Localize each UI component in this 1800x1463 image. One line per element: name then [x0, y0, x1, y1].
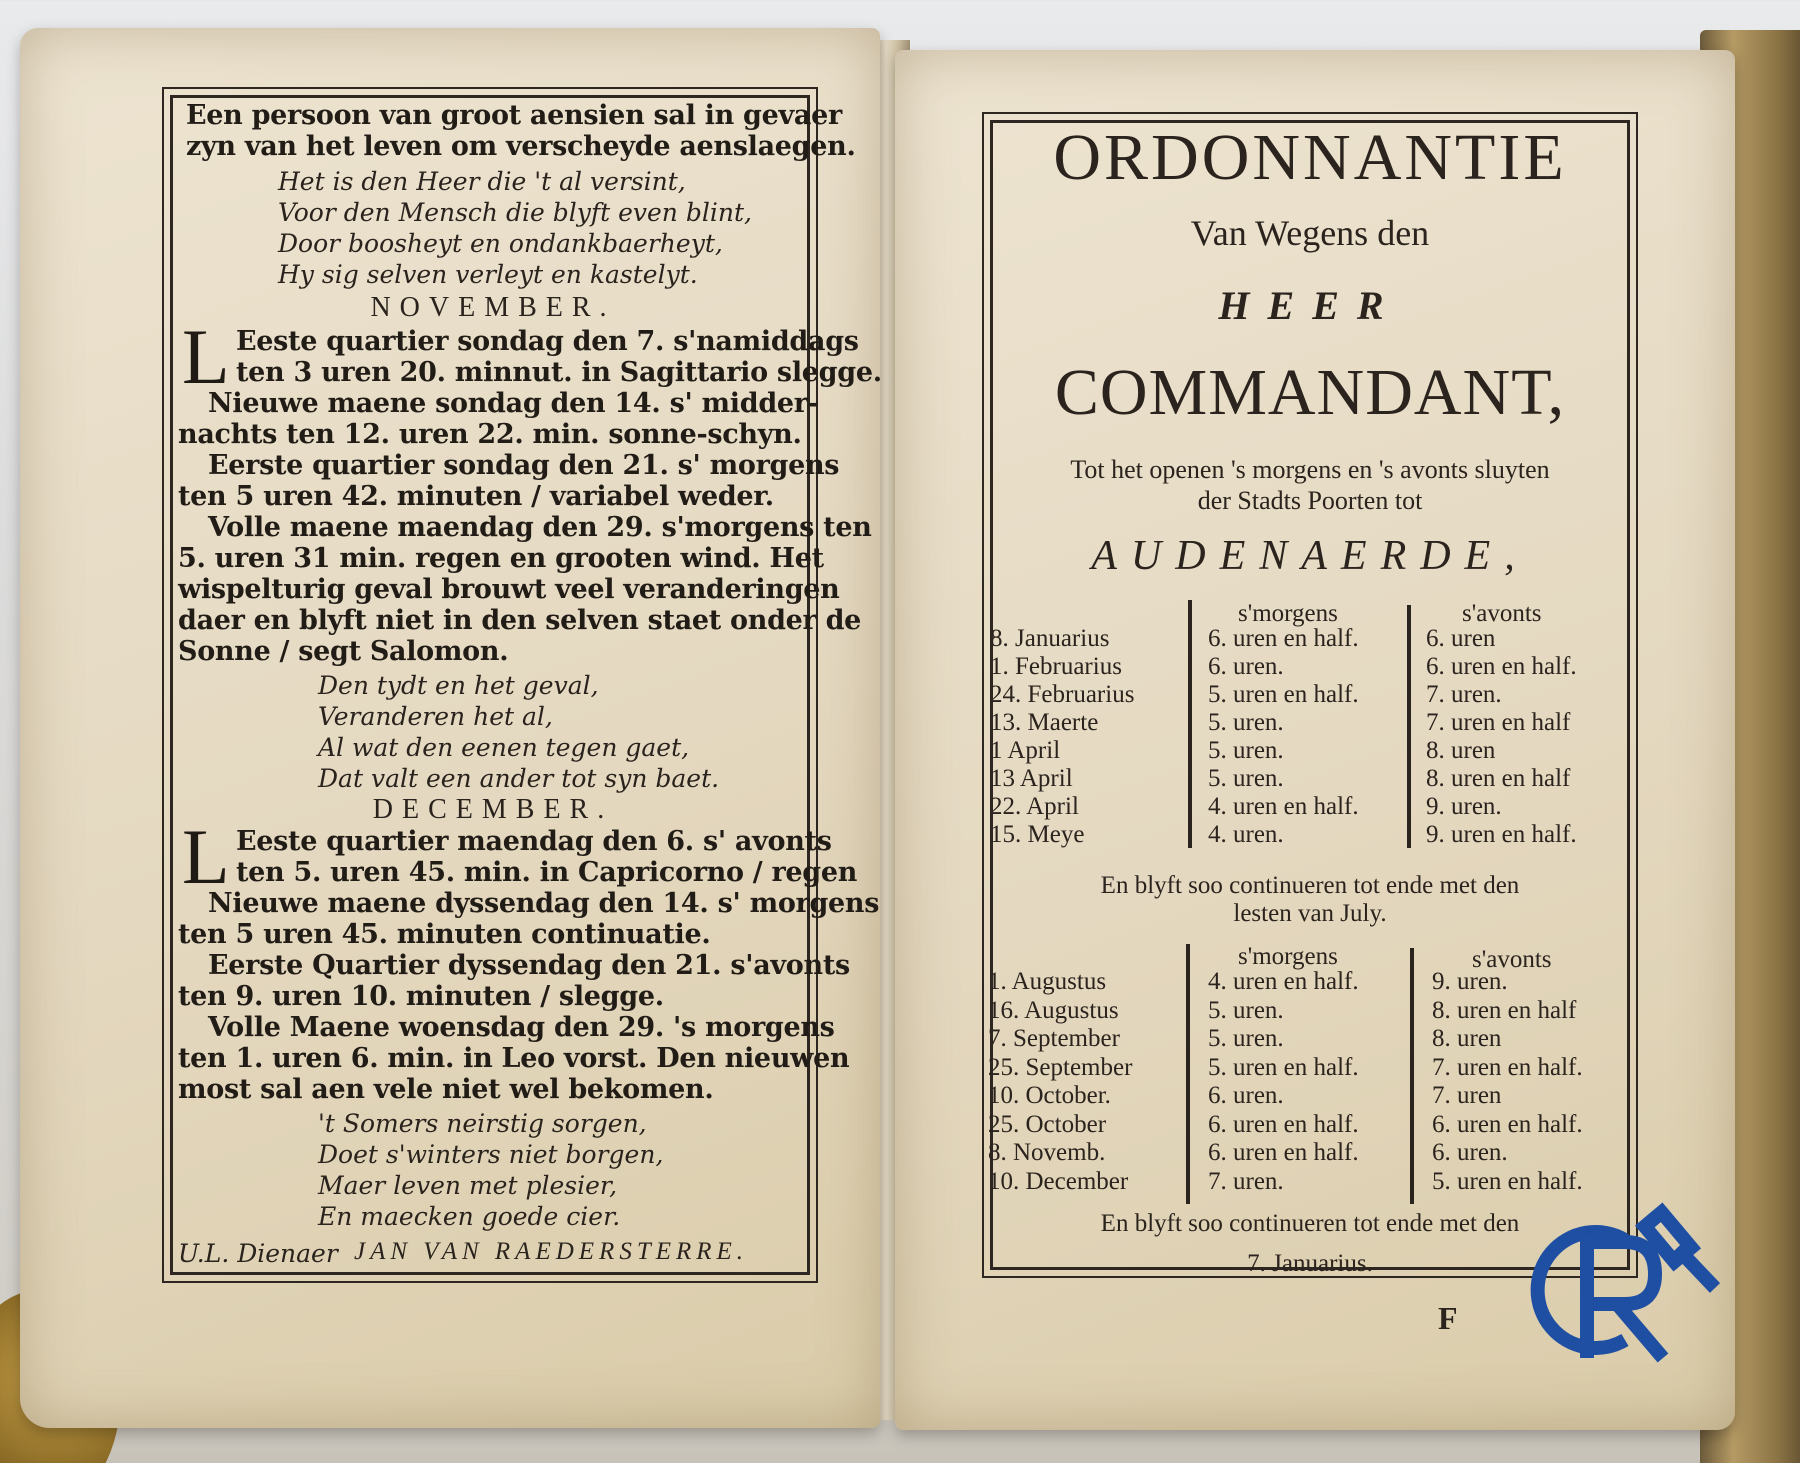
table-evening-cell: 7. uren. — [1426, 681, 1502, 708]
verse-line: Het is den Heer die 't al versint, — [278, 167, 686, 196]
table-date-cell: 1. Augustus — [988, 968, 1107, 995]
table-morning-cell: 4. uren. — [1208, 821, 1284, 848]
verse-line: Voor den Mensch die blyft even blint, — [278, 198, 752, 227]
verse-line: Doet s'winters niet borgen, — [318, 1140, 664, 1169]
table-date-cell: 8. Novemb. — [988, 1139, 1106, 1166]
month-heading-november: NOVEMBER. — [370, 292, 616, 323]
november-line: Volle maene maendag den 29. s'morgens ten — [208, 512, 872, 543]
table-date-cell: 13 April — [990, 765, 1073, 792]
november-line: wispelturig geval brouwt veel veranderingen — [178, 574, 840, 605]
column-header-evening: s'avonts — [1472, 946, 1552, 973]
heer-heading: HEER — [1218, 283, 1402, 328]
column-divider — [1410, 948, 1414, 1204]
ordonnantie-title: ORDONNANTIE — [1053, 121, 1567, 194]
table-date-cell: 1 April — [990, 737, 1061, 764]
continuation-line: En blyft soo continueren tot ende met den — [1100, 1210, 1520, 1237]
continuation-line: En blyft soo continueren tot ende met den — [1100, 872, 1520, 899]
drop-cap: L — [182, 313, 230, 400]
table-evening-cell: 7. uren en half — [1426, 709, 1571, 736]
table-evening-cell: 5. uren en half. — [1432, 1167, 1583, 1195]
subtitle: Van Wegens den — [1190, 213, 1430, 253]
table-morning-cell: 6. uren. — [1208, 1082, 1284, 1109]
description-line: Tot het openen 's morgens en 's avonts sluyten — [1070, 455, 1550, 484]
table-date-cell: 25. October — [988, 1110, 1107, 1138]
table-evening-cell: 9. uren. — [1426, 793, 1502, 820]
november-line: nachts ten 12. uren 22. min. sonne-schyn. — [178, 419, 802, 450]
december-line: Eerste Quartier dyssendag den 21. s'avonts — [208, 950, 850, 981]
table-date-cell: 7. September — [988, 1025, 1120, 1052]
table-morning-cell: 5. uren. — [1208, 737, 1284, 764]
verse-line: Door boosheyt en ondankbaerheyt, — [278, 229, 723, 258]
table-morning-cell: 5. uren en half. — [1208, 1053, 1359, 1081]
table-date-cell: 10. December — [988, 1167, 1129, 1195]
table-evening-cell: 9. uren en half. — [1426, 821, 1577, 848]
table-evening-cell: 8. uren — [1432, 1025, 1502, 1052]
column-divider — [1186, 944, 1190, 1204]
verse-line: 't Somers neirstig sorgen, — [318, 1109, 647, 1138]
table-date-cell: 15. Meye — [990, 821, 1085, 848]
auction-watermark-logo — [1505, 1200, 1735, 1370]
table-date-cell: 8. Januarius — [990, 625, 1110, 652]
table-morning-cell: 5. uren. — [1208, 996, 1284, 1024]
november-line: Sonne / segt Salomon. — [178, 636, 509, 667]
signature-prefix: U.L. Dienaer — [178, 1239, 338, 1268]
table-morning-cell: 6. uren. — [1208, 653, 1284, 680]
table-date-cell: 22. April — [990, 793, 1079, 820]
column-divider — [1407, 605, 1411, 848]
table-evening-cell: 9. uren. — [1432, 968, 1508, 995]
table-date-cell: 10. October. — [988, 1082, 1111, 1109]
table-evening-cell: 6. uren. — [1432, 1139, 1508, 1166]
verse-line: Veranderen het al, — [318, 702, 553, 731]
description-line: der Stadts Poorten tot — [1197, 486, 1423, 515]
table-date-cell: 13. Maerte — [990, 709, 1099, 736]
month-heading-december: DECEMBER. — [372, 794, 614, 825]
drop-cap: L — [182, 813, 230, 900]
table-morning-cell: 4. uren en half. — [1208, 968, 1359, 995]
signature-name: JAN VAN RAEDERSTERRE. — [354, 1238, 749, 1265]
intro-line: zyn van het leven om verscheyde aenslaegen. — [186, 131, 856, 162]
table-date-cell: 16. Augustus — [988, 996, 1119, 1024]
november-line: ten 3 uren 20. minnut. in Sagittario slegge. — [236, 357, 882, 388]
table-evening-cell: 8. uren — [1426, 737, 1496, 764]
table-morning-cell: 6. uren en half. — [1208, 1110, 1359, 1138]
table-evening-cell: 6. uren — [1426, 625, 1496, 652]
table-morning-cell: 6. uren en half. — [1208, 1139, 1359, 1166]
november-line: daer en blyft niet in den selven staet onder de — [178, 605, 862, 636]
december-line: ten 9. uren 10. minuten / slegge. — [178, 981, 664, 1012]
verse-line: En maecken goede cier. — [318, 1202, 621, 1231]
november-line: Nieuwe maene sondag den 14. s' midder- — [208, 388, 819, 419]
table-evening-cell: 8. uren en half — [1426, 765, 1571, 792]
table-evening-cell: 7. uren en half. — [1432, 1053, 1583, 1081]
table-evening-cell: 6. uren en half. — [1426, 653, 1577, 680]
table-evening-cell: 8. uren en half — [1432, 996, 1577, 1024]
table-morning-cell: 5. uren. — [1208, 1025, 1284, 1052]
december-line: ten 5 uren 45. minuten continuatie. — [178, 919, 711, 950]
column-header-evening: s'avonts — [1462, 600, 1542, 627]
column-header-morning: s'morgens — [1238, 600, 1338, 627]
table-morning-cell: 4. uren en half. — [1208, 793, 1359, 820]
column-divider — [1188, 600, 1192, 848]
november-line: Eerste quartier sondag den 21. s' morgens — [208, 450, 840, 481]
table-date-cell: 25. September — [988, 1053, 1133, 1081]
gavel-icon — [1505, 1200, 1735, 1370]
november-line: 5. uren 31 min. regen en grooten wind. Het — [178, 543, 824, 574]
december-line: ten 5. uren 45. min. in Capricorno / regen — [236, 857, 858, 888]
continuation-line: lesten van July. — [1233, 900, 1387, 927]
table-date-cell: 24. Februarius — [990, 681, 1135, 708]
commandant-heading: COMMANDANT, — [1054, 356, 1566, 429]
city-heading: AUDENAERDE, — [1091, 533, 1529, 579]
verse-line: Hy sig selven verleyt en kastelyt. — [278, 260, 698, 289]
table-evening-cell: 7. uren — [1432, 1082, 1502, 1109]
verse-line: Maer leven met plesier, — [318, 1171, 618, 1200]
verse-line: Den tydt en het geval, — [318, 671, 599, 700]
column-header-morning: s'morgens — [1238, 943, 1338, 970]
table-evening-cell: 6. uren en half. — [1432, 1110, 1583, 1138]
verse-line: Dat valt een ander tot syn baet. — [318, 764, 720, 793]
intro-line: Een persoon van groot aensien sal in gevaer — [186, 100, 842, 131]
page-signature-letter: F — [1438, 1300, 1458, 1336]
table-morning-cell: 5. uren. — [1208, 709, 1284, 736]
december-line: Nieuwe maene dyssendag den 14. s' morgens — [208, 888, 880, 919]
table-morning-cell: 5. uren. — [1208, 765, 1284, 792]
november-line: Eeste quartier sondag den 7. s'namiddags — [236, 326, 859, 357]
verse-line: Al wat den eenen tegen gaet, — [318, 733, 690, 762]
december-line: ten 1. uren 6. min. in Leo vorst. Den nieuwen — [178, 1043, 850, 1074]
december-line: Volle Maene woensdag den 29. 's morgens — [208, 1012, 835, 1043]
table-morning-cell: 7. uren. — [1208, 1167, 1284, 1195]
december-line: Eeste quartier maendag den 6. s' avonts — [236, 826, 832, 857]
table-date-cell: 1. Februarius — [990, 653, 1122, 680]
november-line: ten 5 uren 42. minuten / variabel weder. — [178, 481, 774, 512]
continuation-line: 7. Januarius. — [1247, 1250, 1373, 1277]
table-morning-cell: 5. uren en half. — [1208, 681, 1359, 708]
december-line: most sal aen vele niet wel bekomen. — [178, 1074, 714, 1105]
table-morning-cell: 6. uren en half. — [1208, 625, 1359, 652]
